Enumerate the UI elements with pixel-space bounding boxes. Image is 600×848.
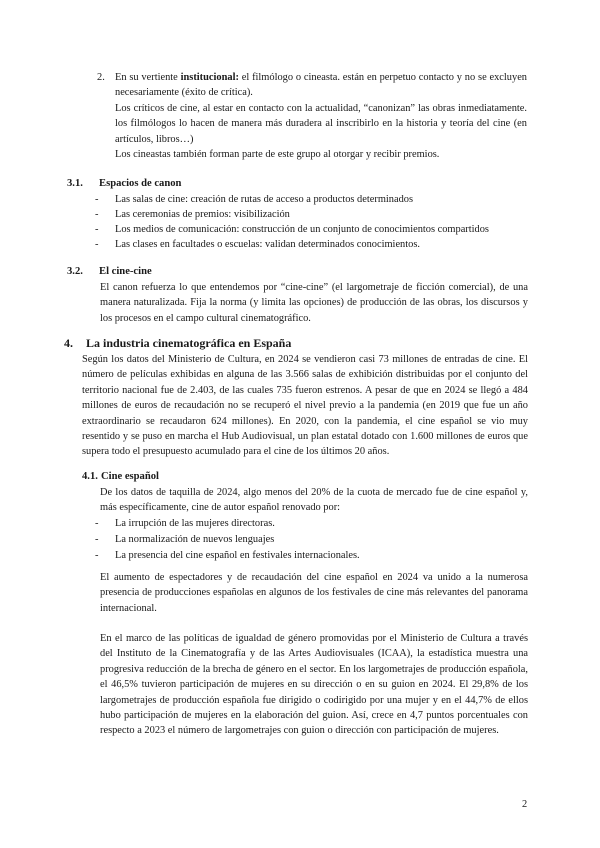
list-item: - Los medios de comunicación: construcción de un conjunto de conocimientos compartidos: [95, 222, 535, 237]
list-item: - Las salas de cine: creación de rutas de acceso a productos determinados: [95, 192, 535, 207]
industry-paragraph: Según los datos del Ministerio de Cultura, en 2024 se vendieron casi 73 millones de entradas de cine. El número de películas exhibidas en alguna de las 3.566 salas de exhibición distribuidas por el conjunto del territorio nacional fue de 2.403, de las cuales 735 fueron estrenos. A pesar de que en 2024 se llegó a 484 millones de euros de recaudación no se recuperó el nivel previo a la pandemia (en 2019 que fue un año extraordinario se recaudaron 624 millones). En 2020, con la pandemia, el cine español se vio muy resentido y se puso en marcha el Hub Audiovisual, un plan estatal dotado con 1.600 millones de euros que supera todo el presupuesto acumulado para el cine de los últimos 20 años.: [82, 354, 528, 458]
lead-rest: el filmólogo o cineasta. están en perpetuo contacto y no se excluyen necesariamente (éxito de crítica).: [115, 72, 528, 99]
list-item: - Las clases en facultades o escuelas: validan determinados conocimientos.: [95, 237, 535, 252]
section-number: 3.2.: [67, 266, 83, 277]
gender-equality-paragraph: En el marco de las políticas de igualdad de género promovidas por el Ministerio de Cultura a través del Instituto de la Cinematografía y de las Artes Audiovisuales (ICAA), la estadística muestra una progresiva reducción de la brecha de género en el sector. En los largometrajes de producción española, el 46,5% tuvieron participación de mujeres en su dirección o en su guion en 2024. El 29,8% de los largometrajes de producción española fue dirigido o codirigido por una mujer y en el 44,7% de ellos hubo participación de mujeres en la elaboración del guion. Así, crece en 4,7 puntos porcentuales con respecto a 2023 el número de largometrajes con guion o dirección con participación de mujeres.: [100, 633, 528, 737]
section-heading-4: [64, 335, 291, 351]
list-item: - La normalización de nuevos lenguajes: [95, 532, 535, 548]
section-heading-3-2: [67, 264, 152, 279]
section-number: 4.1.: [82, 471, 98, 482]
section-title: La industria cinematográfica en España: [86, 336, 292, 350]
item-body: [115, 70, 527, 162]
list-item: - La presencia del cine español en festivales internacionales.: [95, 548, 535, 564]
item-lead-paragraph: [115, 70, 527, 101]
list-item: - La irrupción de las mujeres directoras.: [95, 516, 535, 532]
list-item: - Las ceremonias de premios: visibilización: [95, 207, 535, 222]
section-title: El cine-cine: [99, 266, 152, 277]
box-office-paragraph: De los datos de taquilla de 2024, algo menos del 20% de la cuota de mercado fue de cine español y, más específicamente, cine de autor español renovado por:: [100, 487, 528, 514]
renewal-factors-list: [95, 516, 535, 564]
item-number: 2.: [97, 72, 105, 83]
lead-plain: En su vertiente: [115, 72, 181, 83]
list-item-2: [97, 70, 527, 162]
festivals-paragraph: El aumento de espectadores y de recaudación del cine español en 2024 va unido a la numerosa presencia de producciones españolas en algunos de los festivales de cine más relevantes del panorama internacional.: [100, 572, 528, 614]
section-heading-3-1: [67, 176, 181, 191]
filmmakers-paragraph: Los cineastas también forman parte de este grupo al otorgar y recibir premios.: [115, 149, 440, 161]
canon-spaces-list: [95, 192, 535, 252]
page-number: 2: [522, 799, 528, 810]
critics-paragraph: Los críticos de cine, al estar en contacto con la actualidad, “canonizan” las obras inmediatamente. los filmólogos lo hacen de manera más duradera al inscribirlo en la historia y teoría del cine (en artículos, libros…): [115, 102, 527, 145]
section-title: Cine español: [101, 471, 159, 482]
cine-cine-paragraph: El canon refuerza lo que entendemos por “cine-cine” (el largometraje de ficción comercial), de una manera naturalizada. Fija la norma (y limita las opciones) de producción de las obras, los discursos y los procesos en el campo cultural cinematográfico.: [100, 282, 528, 324]
section-heading-4-1: [82, 469, 159, 484]
section-number: 4.: [64, 336, 73, 350]
lead-bold: institucional:: [180, 72, 239, 83]
section-number: 3.1.: [67, 178, 83, 189]
section-title: Espacios de canon: [99, 178, 182, 189]
